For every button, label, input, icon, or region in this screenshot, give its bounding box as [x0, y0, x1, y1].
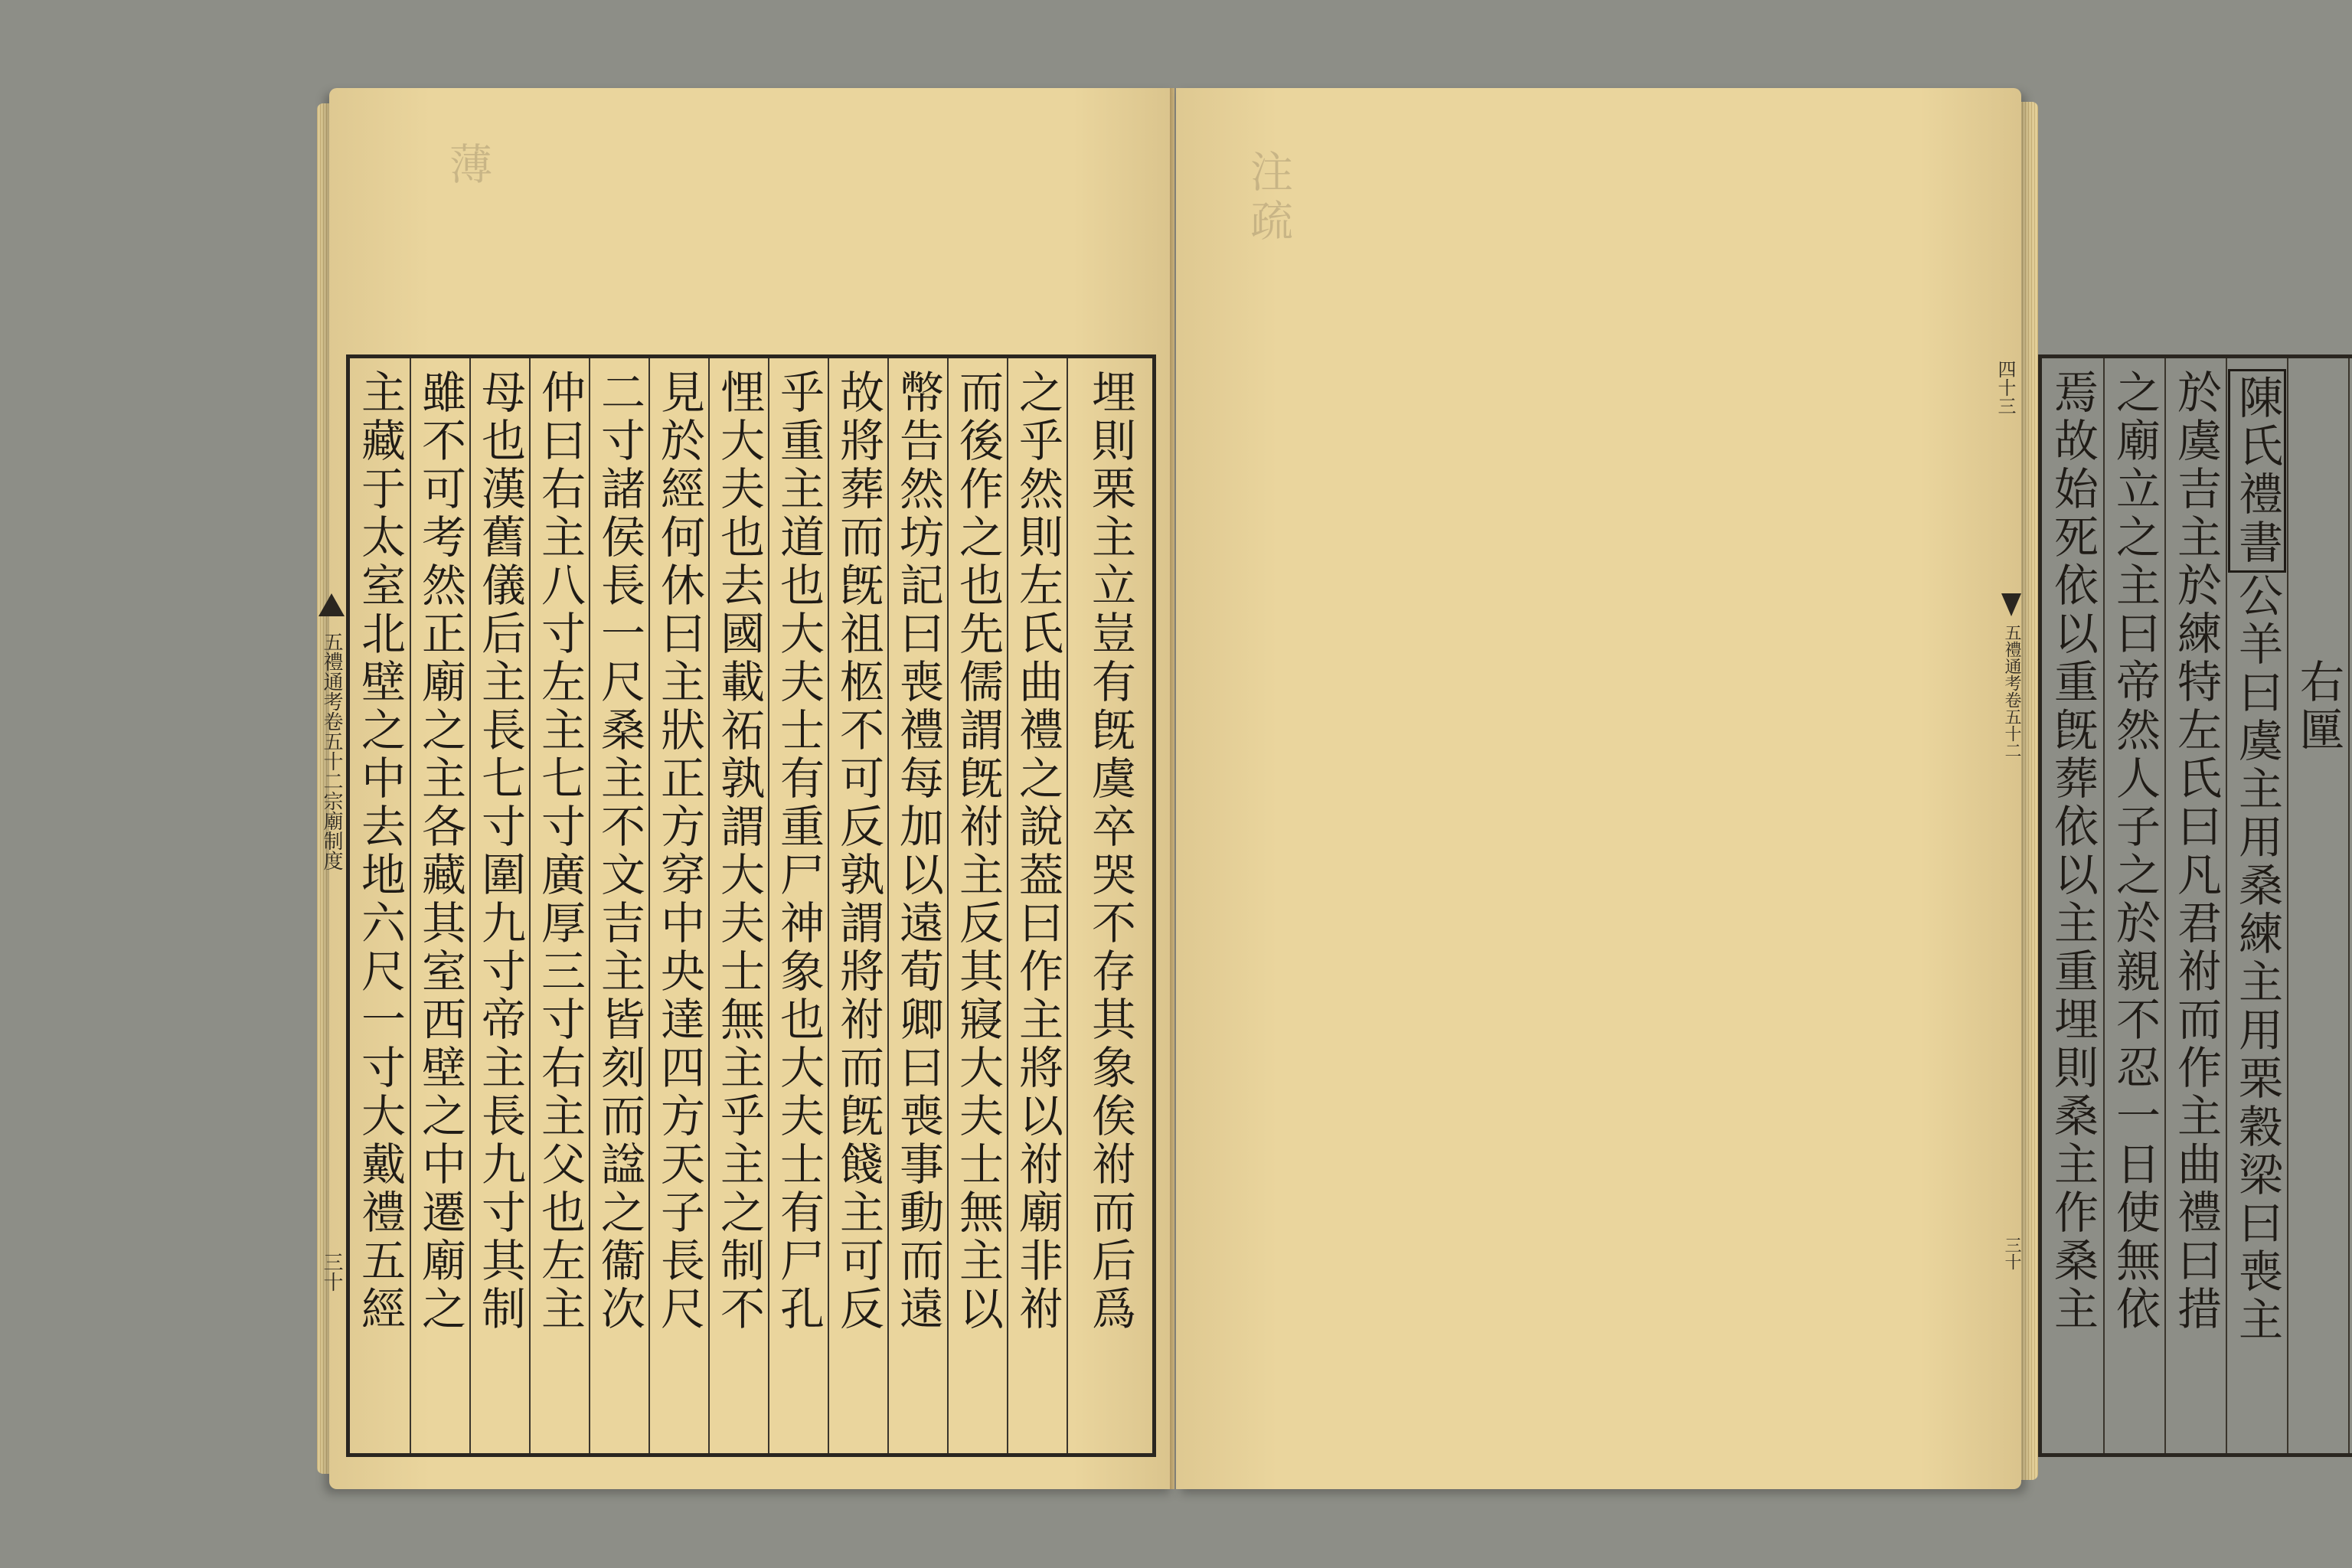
text-column: [947, 358, 1007, 1453]
text-column: [2042, 358, 2103, 1453]
block-center: [2001, 88, 2021, 1489]
column-text: 悝大夫也去國載祏孰謂大夫士無主乎主之制不: [713, 369, 765, 1334]
text-column: [469, 358, 529, 1453]
column-text: 於虞吉主於練特左氏曰凡君祔而作主曲禮曰措: [2170, 369, 2222, 1334]
text-column: [828, 358, 887, 1453]
show-through-text: 薄: [443, 142, 492, 191]
column-text: 仲曰右主八寸左主七寸廣厚三寸右主父也左主: [534, 369, 586, 1334]
column-text: 母也漢舊儀后主長七寸圍九寸帝主長九寸其制: [474, 369, 526, 1334]
column-text: 焉故始死依以重旣葬依以主重埋則桑主作桑主: [2047, 369, 2099, 1334]
corner-mark: 四十三: [1994, 360, 2016, 415]
text-column: [410, 358, 469, 1453]
block-center-label: 五禮通考卷五十二宗廟制度: [320, 632, 343, 871]
right-page: [1176, 88, 2344, 1489]
column-text: 見於經何休曰主狀正方穿中央達四方天子長尺: [653, 369, 705, 1334]
text-column: [350, 358, 410, 1453]
left-block-center: [318, 88, 345, 1489]
text-column: [2226, 358, 2287, 1453]
column-text: 主藏于太室北壁之中去地六尺一寸大戴禮五經: [354, 369, 406, 1334]
text-column: [708, 358, 768, 1453]
text-column: [1007, 358, 1067, 1453]
text-column: [529, 358, 589, 1453]
fish-tail-mark: [318, 593, 345, 616]
text-column: [589, 358, 648, 1453]
column-text: 之乎然則左氏曲禮之說葢曰作主將以祔廟非祔: [1011, 369, 1063, 1334]
column-text: [2228, 369, 2286, 1344]
text-column: [2103, 358, 2164, 1453]
page-number: 三十: [2002, 1236, 2021, 1270]
column-text: 故將葬而旣祖柩不可反孰謂將祔而旣餞主可反: [832, 369, 884, 1334]
text-column: [768, 358, 828, 1453]
right-page-edges: [2020, 102, 2038, 1480]
right-text-frame: [2038, 354, 2352, 1457]
column-text: 幣告然坊記曰喪禮每加以遠荀卿曰喪事動而遠: [892, 369, 944, 1334]
text-column: [2164, 358, 2226, 1453]
column-text: 雖不可考然正廟之主各藏其室西壁之中遷廟之: [414, 369, 466, 1334]
column-text: 埋則栗主立豈有旣虞卒哭不存其象俟祔而后爲: [1084, 369, 1136, 1334]
column-text: 而後作之也先儒謂旣祔主反其寢大夫士無主以: [952, 369, 1004, 1334]
column-text: 右匰: [2292, 369, 2344, 755]
open-book: [320, 88, 2344, 1489]
left-text-frame: [346, 354, 1156, 1457]
text-column: [2348, 358, 2352, 1453]
source-text: 公羊曰虞主用桑練主用栗穀梁曰喪主: [2231, 573, 2283, 1344]
left-page: [329, 88, 1174, 1489]
fish-tail-mark: [2001, 593, 2021, 616]
source-tag: 陳氏禮書: [2228, 369, 2286, 573]
text-column: [2287, 358, 2348, 1453]
page-number: 三十: [320, 1252, 343, 1292]
column-text: 之廟立之主曰帝然人子之於親不忍一日使無依: [2109, 369, 2161, 1334]
text-column: [1067, 358, 1152, 1453]
block-center-label: 五禮通考卷五十二: [2002, 624, 2021, 759]
show-through-text: 注疏: [1243, 149, 1293, 247]
text-column: [648, 358, 708, 1453]
column-text: 二寸諸侯長一尺桑主不文吉主皆刻而諡之衞次: [593, 369, 645, 1334]
text-column: [887, 358, 947, 1453]
column-text: 乎重主道也大夫士有重尸神象也大夫士有尸孔: [773, 369, 825, 1334]
